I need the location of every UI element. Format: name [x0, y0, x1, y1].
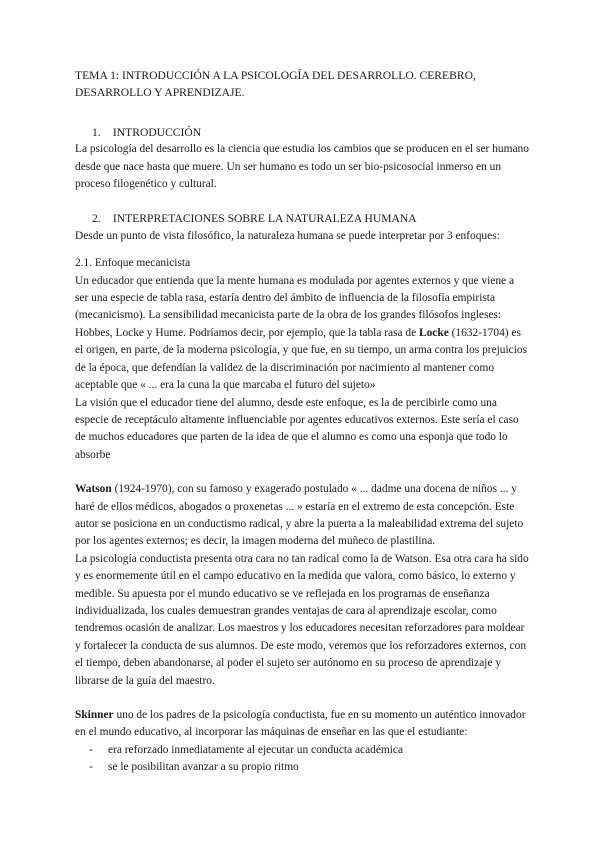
section-2-number: 2. [92, 212, 101, 226]
skinner-name: Skinner [75, 709, 114, 721]
section-1-title: INTRODUCCIÓN [112, 125, 202, 139]
section-2-text: Desde un punto de vista filosófico, la naturaleza humana se puede interpretar por 3 enfoques: [75, 229, 500, 242]
list-item-text: era reforzado inmediatamente al ejecutar un conducta académica [108, 743, 404, 756]
document-title: TEMA 1: INTRODUCCIÓN A LA PSICOLOGÍA DEL DESARROLLO. CEREBRO, DESARROLLO Y APRENDIZAJE. [75, 69, 476, 100]
paragraph-locke-intro: Un educador que entienda que la mente humana es modulada por agentes externos y que viene a ser una especie de tabla rasa, estaría dentro del ámbito de influencia de la filosofía empirista (mecanicismo). La sensibilidad mecanicista parte de la obra de los grandes filósofos ingleses: Hobbes, Locke y Hume. Podríamos decir, por ejemplo, que la tabla rasa de [75, 274, 515, 339]
section-1-number: 1. [92, 125, 101, 139]
list-item-text: se le posibilitan avanzar a su propio ritmo [108, 761, 299, 774]
document-page [75, 67, 530, 777]
paragraph-locke [75, 273, 530, 395]
section-2-title: INTERPRETACIONES SOBRE LA NATURALEZA HUMANA [112, 212, 417, 226]
paragraph-watson [75, 481, 530, 551]
paragraph-watson-rest: (1924-1970), con su famoso y exagerado postulado « ... dadme una docena de niños ... y haré de ellos médicos, abogados o proxenetas ... » estaría en el extremo de esta concepción. Este autor se posiciona en un conductismo radical, y abre la puerta a la maleabilidad extrema del sujeto por los agentes externos; es decir, la imagen moderna del muñeco de plastilina. [75, 483, 524, 548]
list-dash: - [89, 761, 93, 774]
paragraph-skinner-rest: uno de los padres de la psicología conductista, fue en su momento un auténtico innovador en el mundo educativo, al incorporar las máquinas de enseñar en las que el estudiante: [75, 709, 526, 739]
list-item [75, 742, 530, 759]
list-dash: - [89, 743, 93, 756]
list-item [75, 759, 530, 776]
paragraph-behaviorism: La psicología conductista presenta otra cara no tan radical como la de Watson. Esa otra cara ha sido y es enormemente útil en el campo educativo en la medida que valora, como básico, lo externo y medible. Su apuesta por el mundo educativo se ve reflejada en los programas de enseñanza individualizada, los cuales demuestran grandes ventajas de cara al aprendizaje escolar, como tendremos ocasión de analizar. Los maestros y los educadores necesitan reforzadores para moldear y fortalecer la conducta de sus alumnos. De este modo, veremos que los reforzadores externos, con el tiempo, deben abandonarse, al poder el sujeto ser autónomo en su proceso de aprendizaje y librarse de la guía del maestro. [75, 552, 529, 687]
section-2-heading [75, 210, 530, 227]
section-1-heading [75, 124, 530, 141]
subsection-2-1-heading: 2.1. Enfoque mecanicista [75, 257, 191, 270]
skinner-list [75, 742, 530, 777]
paragraph-receptacle: La visión que el educador tiene del alumno, desde este enfoque, es la de percibirle como una especie de receptáculo altamente influenciable por agentes educativos externos. Este sería el caso de muchos educadores que parten de la idea de que el alumno es como una esponja que todo lo absorbe [75, 396, 519, 461]
section-1-text: La psicología del desarrollo es la ciencia que estudia los cambios que se producen en el ser humano desde que nace hasta que muere. Un ser humano es todo un ser bio-psicosocial inmerso en un proceso filogenético y cultural. [75, 143, 529, 191]
paragraph-skinner [75, 707, 530, 742]
paragraph-locke-rest: (1632-1704) es el origen, en parte, de la moderna psicología, y que fue, en su tiempo, un arma contra los prejuicios de la época, que defendían la validez de la discriminación por nacimiento al mantener como aceptable que « ... era la cuna la que marcaba el futuro del sujeto» [75, 326, 527, 392]
locke-name: Locke [419, 326, 449, 339]
watson-name: Watson [75, 483, 112, 496]
